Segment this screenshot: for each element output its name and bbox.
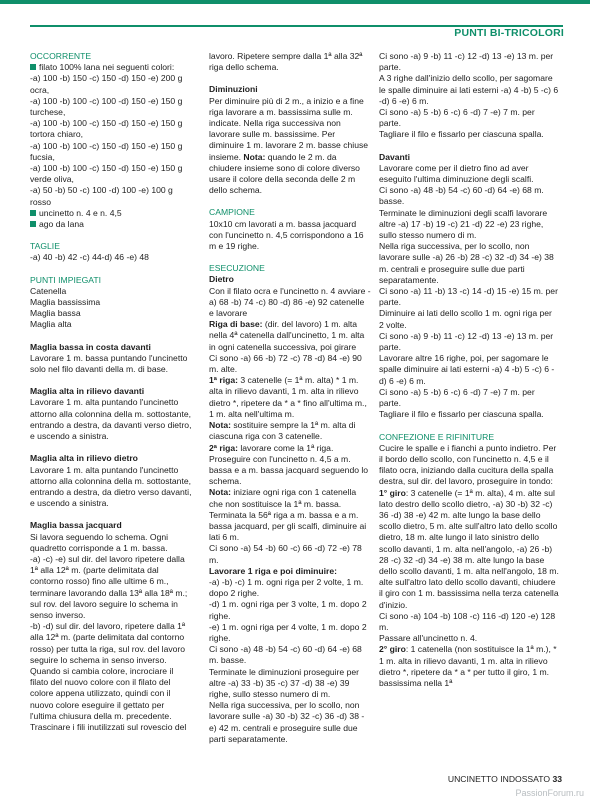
paragraph	[379, 331, 559, 353]
paragraph-text: iniziare ogni riga con 1 catenella che non sostituisce la 1ª m. bassa.	[209, 487, 357, 509]
paragraph-text: Lavorare 1 m. alta puntando l'uncinetto attorno alla colonnina della m. sottostante, entrando a destra, da davanti verso dietro, e uscendo a sinistra.	[30, 397, 192, 442]
bullet-item	[30, 208, 193, 219]
paragraph	[379, 185, 559, 207]
paragraph	[209, 353, 371, 375]
paragraph	[379, 611, 559, 633]
paragraph	[379, 353, 559, 387]
paragraph-text: Per diminuire più di 2 m., a inizio e a fine riga lavorare a m. bassissima sulle m. indicate. Nella riga successiva non lavorare sulle m. bassissime. Per diminuire 1 m. lavorare 2 m. basse chiuse insieme.	[209, 95, 369, 162]
spacer	[30, 264, 193, 275]
paragraph-text: -a) -b) -c) 1 m. ogni riga per 2 volte, 1 m. dopo 2 righe.	[209, 576, 364, 599]
magazine-name: UNCINETTO INDOSSATO	[447, 774, 551, 784]
inline-bold-label: Riga di base:	[209, 319, 263, 330]
top-accent-bar	[0, 0, 590, 4]
paragraph-text: Ci sono -a) 5 -b) 6 -c) 6 -d) 7 -e) 7 m. per parte.	[379, 386, 535, 409]
paragraph-text: -a) -c) -e) sul dir. del lavoro ripetere dalla 1ª alla 12ª m. (parte delimitata dal contorno rosso) fino alle ultime 6 m., terminare lavorando dalla 13ª alla 18ª m.; sul rov. del lavoro seguire lo schema in senso inverso.	[30, 553, 188, 620]
paragraph	[209, 319, 371, 353]
paragraph-text: -a) 100 -b) 100 -c) 150 -d) 150 -e) 150 g fucsia,	[30, 140, 183, 162]
square-bullet-icon	[30, 64, 36, 70]
paragraph-text: -d) 1 m. ogni riga per 3 volte, 1 m. dopo 2 righe.	[209, 599, 367, 621]
stitch-heading: Diminuzioni	[209, 84, 258, 95]
spacer	[30, 442, 193, 453]
paragraph-text: Lavorare 1 m. bassa puntando l'uncinetto solo nel filo davanti della m. di base.	[30, 352, 188, 375]
paragraph	[30, 141, 193, 163]
paragraph-text: -a) 50 -b) 50 -c) 100 -d) 100 -e) 100 g rosso	[30, 185, 173, 207]
bullet-text: filato 100% lana nei seguenti colori:	[39, 62, 175, 73]
paragraph	[209, 96, 371, 197]
paragraph-text: lavoro. Ripetere sempre dalla 1ª alla 32ª riga dello schema.	[209, 51, 363, 73]
stitch-heading: Maglia alta in rilievo davanti	[30, 386, 145, 397]
paragraph	[30, 163, 193, 185]
square-bullet-icon	[30, 221, 36, 227]
paragraph-text: Cucire le spalle e i fianchi a punto indietro. Per il bordo dello scollo, con l'uncinetto n. 4,5 e il filato ocra, iniziando dalla cucitura della spalla destra, sul dir. del lavoro, proseguire in tondo:	[379, 442, 557, 487]
bullet-item	[30, 62, 193, 73]
section-heading: PUNTI IMPIEGATI	[30, 274, 101, 285]
paragraph	[209, 543, 371, 565]
paragraph	[379, 73, 559, 107]
paragraph-text: Tagliare il filo e fissarlo per ciascuna spalla.	[379, 409, 544, 420]
paragraph-text: Ci sono -a) 9 -b) 11 -c) 12 -d) 13 -e) 13 m. per parte.	[379, 330, 554, 353]
paragraph	[209, 667, 371, 701]
paragraph	[379, 208, 559, 242]
paragraph-text: -b) -d) sul dir. del lavoro, ripetere dalla 1ª alla 12ª m. (parte delimitata dal contorno rosso) per tutta la riga, sul rov. del lavoro seguire lo schema in senso inverso.	[30, 621, 186, 665]
paragraph-text: lavorare come la 1ª riga.	[237, 442, 334, 453]
spacer	[30, 230, 193, 241]
watermark: PassionForum.ru	[515, 788, 584, 798]
paragraph-text: Ci sono -a) 66 -b) 72 -c) 78 -d) 84 -e) 90 m. alte.	[209, 352, 362, 375]
paragraph	[30, 308, 193, 319]
paragraph-text: : 3 catenelle (= 1ª m. alta), 4 m. alte sul lato destro dello scollo dietro, -a) 30 -b) 32 -c) 36 -d) 38 -e) 42 m. alte lungo la base dello scollo dietro, 5 m. alte sull'altro lato dello scollo dietro, 18 m. alte lungo il lato sinistro dello scollo davanti, 1 m. alta nell'angolo, -a) 26 -b) 28 -c) 32 -d) 34 -e) 38 m. alte lungo la base dello scollo davanti, 1 m. alta nell'angolo, 18 m. alte sull'altro lato dello scollo davanti, chiudere il giro con 1 m. bassissima nella terza catenella d'inizio.	[379, 487, 559, 610]
paragraph-text: Passare all'uncinetto n. 4.	[379, 633, 478, 644]
paragraph	[209, 644, 371, 666]
paragraph-text: (dir. del lavoro) 1 m. alta nella 4ª catenella dall'uncinetto, 1 m. alta in ogni catenella successiva, poi girare	[209, 319, 365, 352]
paragraph	[30, 319, 193, 330]
spacer	[209, 73, 371, 84]
inline-bold-label: 2ª riga:	[209, 442, 238, 453]
paragraph	[30, 532, 193, 554]
paragraph-text: Quando si cambia colore, incrociare il filato del nuovo colore con il filato del colore appena utilizzato, quindi con il nuovo colore eseguire il gettato per l'ultima chiusura della m. precedente. Trascinare i fili inutilizzati sul rovescio del	[30, 665, 187, 732]
paragraph	[30, 96, 193, 118]
paragraph-text: 10x10 cm lavorati a m. bassa jacquard con l'uncinetto n. 4,5 corrispondono a 16 m e 19 righe.	[209, 218, 364, 252]
column-middle	[209, 51, 371, 745]
spacer	[30, 375, 193, 386]
paragraph-text: Ci sono -a) 54 -b) 60 -c) 66 -d) 72 -e) 78 m.	[209, 543, 362, 565]
section-heading: ESECUZIONE	[209, 263, 265, 274]
paragraph-text: Diminuire ai lati dello scollo 1 m. ogni riga per 2 volte.	[379, 308, 552, 330]
spacer	[30, 331, 193, 342]
paragraph-text: sostituire sempre la 1ª m. alta di ciascuna riga con 3 catenelle.	[209, 420, 356, 442]
paragraph	[30, 297, 193, 308]
paragraph	[379, 163, 559, 185]
paragraph	[209, 599, 371, 621]
paragraph-text: Terminate le diminuzioni degli scalfi lavorare altre -a) 17 -b) 19 -c) 21 -d) 22 -e) 23 righe, sullo stesso numero di m.	[379, 207, 548, 241]
paragraph	[379, 129, 559, 140]
paragraph	[209, 51, 371, 73]
bullet-text: ago da lana	[39, 219, 84, 230]
paragraph-text: -a) 100 -b) 100 -c) 150 -d) 150 -e) 150 g tortora chiaro,	[30, 118, 183, 140]
paragraph-text: 3 catenelle (= 1ª m. alta) * 1 m. alta in rilievo davanti, 1 m. alta in rilievo dietro *, ripetere da * a * fino all'ultima m., 1 m. alta nell'ultima m.	[209, 375, 367, 419]
paragraph-text: Lavorare come per il dietro fino ad aver eseguito l'ultima diminuzione degli scalfi.	[379, 162, 534, 185]
paragraph-text: Si lavora seguendo lo schema. Ogni quadretto corrisponde a 1 m. bassa.	[30, 531, 169, 553]
paragraph	[30, 554, 193, 621]
paragraph	[379, 308, 559, 330]
page-number: 33	[552, 774, 562, 784]
paragraph	[209, 510, 371, 544]
spacer	[30, 509, 193, 520]
paragraph	[379, 387, 559, 409]
paragraph-text: Maglia alta	[30, 319, 72, 330]
paragraph	[30, 397, 193, 442]
paragraph-text: Nella riga successiva, per lo scollo, non lavorare sulle -a) 30 -b) 32 -c) 36 -d) 38 -e) 42 m. centrali e proseguire sulle due parti separatamente.	[209, 700, 365, 744]
stitch-heading: Maglia bassa jacquard	[30, 520, 122, 531]
section-heading: TAGLIE	[30, 241, 60, 252]
paragraph-text: quando le 2 m. da chiudere insieme sono di colore diverso usare il colore della seconda delle 2 m dello schema.	[209, 151, 360, 196]
paragraph	[30, 252, 193, 263]
square-bullet-icon	[30, 210, 36, 216]
paragraph-text: Ci sono -a) 48 -b) 54 -c) 60 -d) 64 -e) 68 m. basse.	[209, 644, 362, 666]
stitch-heading: Lavorare 1 riga e poi diminuire:	[209, 565, 337, 576]
paragraph	[30, 353, 193, 375]
paragraph	[379, 241, 559, 286]
paragraph	[379, 644, 559, 689]
paragraph-text: Terminata la 56ª riga a m. bassa e a m. bassa jacquard, per gli scalfi, diminuire ai lati 6 m.	[209, 509, 367, 543]
inline-bold-label: Nota:	[209, 487, 231, 498]
paragraph-text: Ci sono -a) 48 -b) 54 -c) 60 -d) 64 -e) 68 m. basse.	[379, 185, 544, 207]
paragraph-text: Lavorare altre 16 righe, poi, per sagomare le spalle diminuire ai lati esterni -a) 4 -b) 5 -c) 6 -d) 6 -e) 6 m.	[379, 353, 555, 386]
section-heading: CAMPIONE	[209, 207, 255, 218]
paragraph-text: Con il filato ocra e l'uncinetto n. 4 avviare -a) 68 -b) 74 -c) 80 -d) 86 -e) 92 catenelle e lavorare	[209, 285, 371, 319]
paragraph-text: Ci sono -a) 104 -b) 108 -c) 116 -d) 120 -e) 128 m.	[379, 610, 556, 632]
paragraph	[209, 487, 371, 509]
paragraph	[209, 286, 371, 320]
paragraph	[30, 286, 193, 297]
column-right	[379, 51, 559, 689]
paragraph-text: -a) 100 -b) 100 -c) 100 -d) 150 -e) 150 g turchese,	[30, 95, 183, 118]
paragraph-text: -a) 40 -b) 42 -c) 44-d) 46 -e) 48	[30, 252, 149, 263]
bullet-item	[30, 219, 193, 230]
inline-bold-label: 2° giro	[379, 644, 406, 655]
paragraph-text: Maglia bassa	[30, 308, 81, 319]
paragraph-text: -e) 1 m. ogni riga per 4 volte, 1 m. dopo 2 righe.	[209, 621, 367, 643]
inline-bold-label: 1° giro	[379, 487, 406, 498]
section-heading: CONFEZIONE E RIFINITURE	[379, 431, 495, 442]
paragraph	[209, 219, 371, 253]
paragraph	[209, 700, 371, 745]
paragraph-text: Nella riga successiva, per lo scollo, non lavorare sulle -a) 26 -b) 28 -c) 32 -d) 34 -e) 38 m. centrali e proseguire sulle due parti separatamente.	[379, 241, 554, 285]
spacer	[379, 141, 559, 152]
paragraph	[30, 666, 193, 733]
paragraph	[209, 577, 371, 599]
spacer	[209, 252, 371, 263]
paragraph	[209, 420, 371, 442]
stitch-heading: Maglia bassa in costa davanti	[30, 341, 151, 352]
paragraph	[209, 622, 371, 644]
spacer	[209, 196, 371, 207]
paragraph	[379, 286, 559, 308]
paragraph-text: Lavorare 1 m. alta puntando l'uncinetto attorno alla colonnina della m. sottostante, entrando a destra, da dietro verso davanti, e uscendo a sinistra.	[30, 464, 192, 509]
column-left	[30, 51, 193, 733]
paragraph	[379, 107, 559, 129]
paragraph-text: : 1 catenella (non sostituisce la 1ª m.), * 1 m. alta in rilievo davanti, 1 m. alta in rilievo dietro *, ripetere da * a * per tutto il giro, 1 m. bassissima nella 1ª	[379, 644, 557, 688]
paragraph	[209, 375, 371, 420]
paragraph	[30, 621, 193, 666]
paragraph	[30, 118, 193, 140]
paragraph-text: Proseguire con l'uncinetto n. 4,5 a m. bassa e a m. bassa jacquard seguendo lo schema.	[209, 453, 369, 487]
paragraph	[379, 51, 559, 73]
inline-bold-label: Nota:	[243, 151, 266, 162]
paragraph-text: Ci sono -a) 11 -b) 13 -c) 14 -d) 15 -e) 15 m. per parte.	[379, 286, 558, 308]
paragraph-text: -a) 100 -b) 150 -c) 150 -d) 150 -e) 200 g ocra,	[30, 73, 183, 95]
paragraph	[30, 73, 193, 95]
stitch-heading: Maglia alta in rilievo dietro	[30, 453, 138, 464]
page-footer	[448, 774, 562, 784]
section-heading: OCCORRENTE	[30, 51, 92, 61]
paragraph-text: Tagliare il filo e fissarlo per ciascuna spalla.	[379, 129, 544, 140]
paragraph	[379, 443, 559, 488]
paragraph	[209, 443, 371, 454]
inline-bold-label: Nota:	[209, 420, 231, 431]
inline-bold-label: 1ª riga:	[209, 375, 238, 386]
stitch-heading: Davanti	[379, 151, 411, 162]
paragraph	[209, 454, 371, 488]
stitch-heading: Dietro	[209, 274, 234, 285]
spacer	[379, 421, 559, 432]
paragraph-text: -a) 100 -b) 100 -c) 150 -d) 150 -e) 150 g verde oliva,	[30, 163, 183, 185]
bullet-text: uncinetto n. 4 e n. 4,5	[39, 207, 122, 218]
paragraph-text: Catenella	[30, 285, 67, 296]
paragraph	[379, 633, 559, 644]
paragraph-text: Maglia bassissima	[30, 297, 101, 308]
paragraph	[379, 409, 559, 420]
paragraph-text: Terminate le diminuzioni proseguire per altre -a) 33 -b) 35 -c) 37 -d) 38 -e) 39 righe, sullo stesso numero di m.	[209, 666, 359, 699]
paragraph-text: Ci sono -a) 5 -b) 6 -c) 6 -d) 7 -e) 7 m. per parte.	[379, 107, 535, 129]
paragraph	[379, 488, 559, 611]
page-header-title: PUNTI BI-TRICOLORI	[454, 27, 564, 39]
paragraph-text: A 3 righe dall'inizio dello scollo, per sagomare le spalle diminuire ai lati esterni -a) 4 -b) 5 -c) 6 -d) 6 -e) 6 m.	[379, 73, 559, 106]
paragraph	[30, 465, 193, 510]
paragraph	[30, 185, 193, 207]
paragraph-text: Ci sono -a) 9 -b) 11 -c) 12 -d) 13 -e) 13 m. per parte.	[379, 51, 554, 73]
